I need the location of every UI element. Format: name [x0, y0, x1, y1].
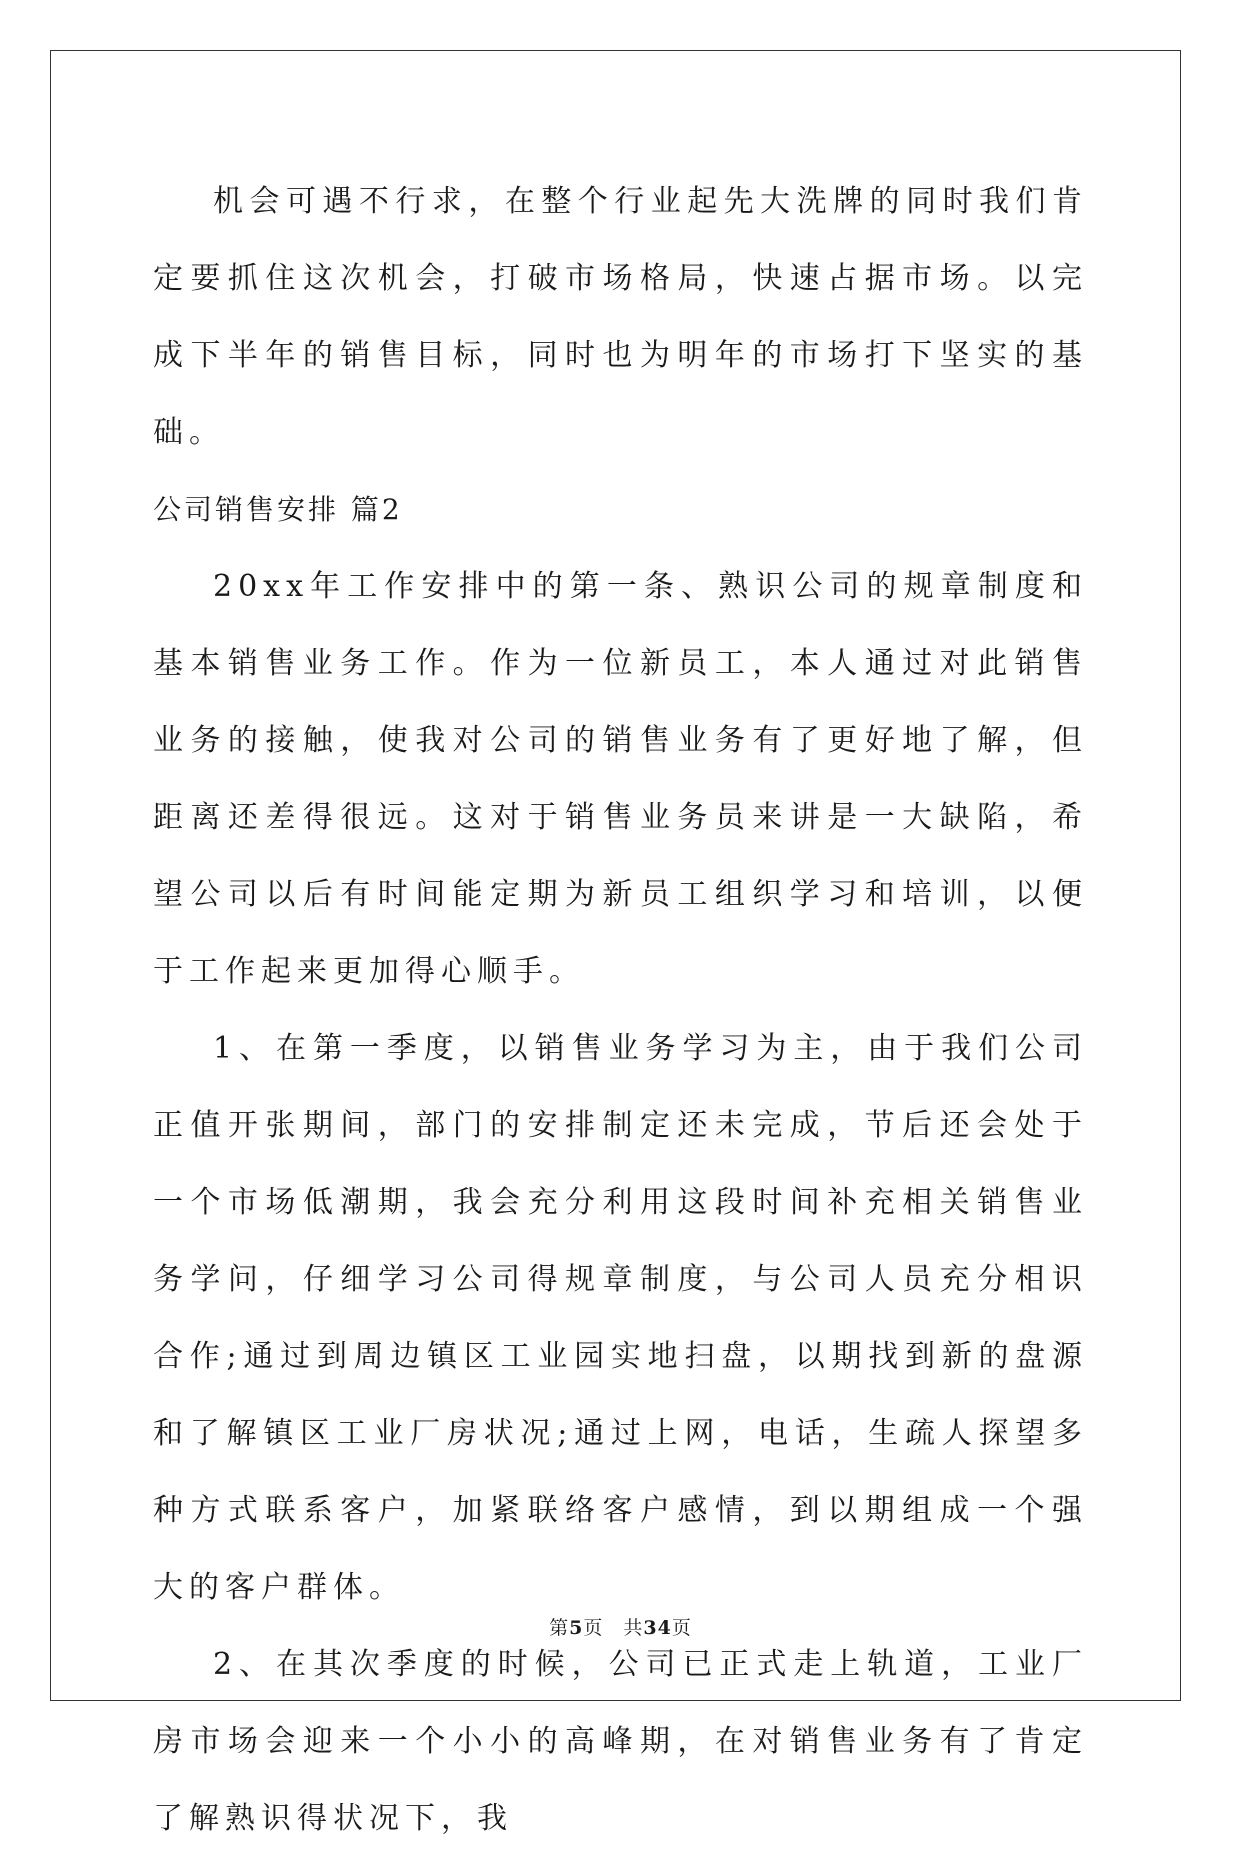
paragraph-4: 2、在其次季度的时候，公司已正式走上轨道，工业厂房市场会迎来一个小小的高峰期，在对销售业务有了肯定了解熟识得状况下，我: [153, 1647, 1088, 1836]
footer-page-number: 5: [569, 1617, 584, 1639]
footer-prefix: 第: [549, 1617, 570, 1639]
document-body: [153, 163, 1088, 1857]
footer-page-suffix: 页: [583, 1617, 604, 1639]
page-footer: [0, 1613, 1241, 1640]
footer-total-pages: 34: [643, 1617, 672, 1639]
footer-total-suffix: 页: [671, 1617, 692, 1639]
section-heading: 公司销售安排 篇2: [153, 493, 403, 526]
paragraph-3: 1、在第一季度，以销售业务学习为主，由于我们公司正值开张期间，部门的安排制定还未完成，节后还会处于一个市场低潮期，我会充分利用这段时间补充相关销售业务学问，仔细学习公司得规章制度，与公司人员充分相识合作;通过到周边镇区工业园实地扫盘，以期找到新的盘源和了解镇区工业厂房状况;通过上网，电话，生疏人探望多种方式联系客户，加紧联络客户感情，到以期组成一个强大的客户群体。: [153, 1031, 1088, 1605]
paragraph-2: 20xx年工作安排中的第一条、熟识公司的规章制度和基本销售业务工作。作为一位新员工，本人通过对此销售业务的接触，使我对公司的销售业务有了更好地了解，但距离还差得很远。这对于销售业务员来讲是一大缺陷，希望公司以后有时间能定期为新员工组织学习和培训，以便于工作起来更加得心顺手。: [153, 569, 1088, 989]
paragraph-1: 机会可遇不行求，在整个行业起先大洗牌的同时我们肯定要抓住这次机会，打破市场格局，快速占据市场。以完成下半年的销售目标，同时也为明年的市场打下坚实的基础。: [153, 184, 1088, 450]
footer-total-prefix: 共: [623, 1617, 644, 1639]
